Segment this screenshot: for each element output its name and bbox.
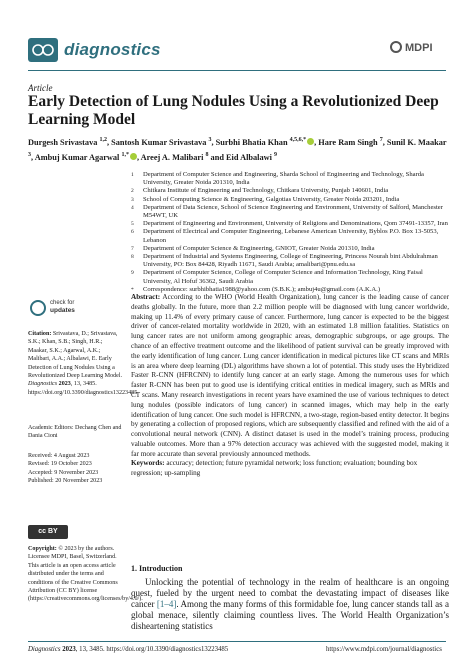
publisher-name: MDPI (405, 42, 433, 54)
affiliation-item (131, 245, 449, 253)
orcid-icon[interactable] (307, 138, 314, 145)
copyright-block (28, 545, 143, 604)
author-affil-marker: 9 (273, 151, 277, 158)
check-for-updates-icon[interactable] (30, 300, 46, 316)
affiliation-text: Department of Industrial and Systems Engineering, College of Engineering, Princess Nourah bint Abdulrahman University, PO: Box 84428, Riyadh 11671, Saudi Arabia; amalibari@pnu.edu.sa (143, 253, 438, 269)
history-dates (28, 452, 123, 486)
affiliation-number: 1 (131, 172, 134, 178)
affiliation-item (131, 204, 449, 220)
author-affil-marker: 3 (28, 151, 31, 158)
author-name[interactable]: Ambuj Kumar Agarwal (34, 152, 122, 162)
updates-line1: check for (50, 300, 75, 306)
affiliation-text: Department of Computer Science & Engineering, GNIOT, Greater Noida 201310, India (143, 244, 375, 252)
author-affil-marker: 1,* (121, 151, 129, 158)
accepted-date: Accepted: 9 November 2023 (28, 469, 99, 476)
affiliation-item (131, 269, 449, 285)
citation-label: Citation: (28, 331, 52, 337)
abstract-text: According to the WHO (World Health Organization), lung cancer is the leading cause of cancer deaths globally. In the future, more than 2.2 million people will be diagnosed with lung cancer worldwide, making up 11.4% of every primary cause of cancer. Furthermore, lung cancer is expected to be the biggest driver of cancer-related mortality worldwide in 2020, with an estimated 1.8 million fatalities. Statistics on lung cancer rates are not uniform among geographic areas, demographic subgroups, or age groups. The chance of an effective treatment outcome and the likelihood of patient survival can be greatly improved with the early identification of lung cancer. Lung cancer identification in medical pictures like CT scans and MRIs is an area where deep learning (DL) algorithms have shown a lot of potential. This study uses the Hybridized Faster R-CNN (HFRCNN) to identify lung cancer at an early stage. Among the numerous uses for which faster R-CNN has been put to good use is identifying critical entities in medical imagery, such as MRIs and CT scans. Many research investigations in recent years have examined the use of various techniques to detect lung nodules (possible indicators of lung cancer) in scanned images, which may help in the early identification of lung cancer. One such model is HFRCNN, a two-stage, region-based entity detector. It begins by generating a collection of proposed regions, which are subsequently classified and refined with the aid of a convolutional neural network (CNN). A distinct dataset is used in the model’s training process, producing valuable outcomes. More than a 97% detection accuracy was achieved with the suggested model, making it far more accurate than several previously announced methods. (131, 293, 449, 458)
section-heading-introduction: 1. Introduction (131, 564, 183, 573)
revised-date: Revised: 19 October 2023 (28, 461, 92, 468)
keywords-label: Keywords: (131, 459, 165, 467)
citation-year: 2023 (58, 381, 71, 388)
paper-title: Early Detection of Lung Nodules Using a Revolutionized Deep Learning Model (28, 93, 439, 128)
affiliation-text: Correspondence: surbhibhatia1988@yahoo.com (S.B.K.); ambuj4u@gmail.com (A.K.A.) (143, 285, 381, 293)
intro-text-part: Unlocking the potential of technology in the realm of healthcare is an ongoing quest, fueled by the urgent need to combat the devastating impact of diseases like cancer (131, 577, 449, 609)
footer-doi[interactable]: , 13, 3485. https://doi.org/10.3390/diagnostics13223485 (75, 646, 229, 653)
author-name[interactable]: Sunil K. Maakar (386, 137, 447, 147)
article-type: Article (28, 83, 53, 93)
affiliations (131, 171, 449, 294)
cc-by-badge[interactable]: cc BY (28, 525, 68, 539)
affiliation-text: Department of Computer Science, College of Computer Science and Information Technology, King Faisal University, Al Hofuf 36362, Saudi Arabia (143, 269, 423, 285)
mdpi-logo-icon (390, 41, 402, 53)
author-name[interactable]: Surbhi Bhatia Khan (215, 137, 290, 147)
affiliation-number: 4 (131, 204, 134, 211)
affiliation-text: Department of Computer Science and Engineering, Sharda School of Engineering and Technology, Sharda University, Greater Noida 201310, India (143, 171, 424, 187)
author-name[interactable]: Santosh Kumar Srivastava (111, 137, 209, 147)
journal-name: diagnostics (64, 40, 161, 59)
author-affil-marker: 1,2 (99, 137, 107, 143)
affiliation-text: Department of Engineering and Environment, University of Religions and Denominations, Qom 37491-13357, Iran (143, 220, 448, 228)
check-for-updates[interactable] (50, 300, 75, 315)
keywords (131, 459, 449, 479)
received-date: Received: 4 August 2023 (28, 453, 90, 459)
author-name[interactable]: Durgesh Srivastava (28, 137, 100, 147)
abstract (131, 293, 449, 460)
affiliation-number: 3 (131, 196, 134, 203)
citation-doi[interactable]: , 13, 3485. https://doi.org/10.3390/diagnostics13223485 (28, 381, 138, 396)
affiliation-item (131, 220, 449, 228)
affiliation-text: Chitkara Institute of Engineering and Technology, Chitkara University, Punjab 140601, India (143, 187, 389, 195)
introduction-text (131, 577, 449, 632)
affiliation-item (131, 187, 449, 195)
footer-rule (28, 641, 446, 642)
abstract-label: Abstract: (131, 293, 161, 301)
author-affil-marker: 3 (208, 137, 212, 143)
copyright-text: © 2023 by the authors. Licensee MDPI, Basel, Switzerland. This article is an open access article distributed under the terms and conditions of the Creative Commons Attribution (CC BY) license (https://creativecommons.org/licenses/by/4.0/). (28, 546, 143, 603)
author-affil-marker: 4,5,6,* (289, 137, 307, 143)
author-affil-marker: 8 (205, 151, 209, 158)
affiliation-item (131, 196, 449, 204)
citation-link[interactable]: [1–4] (156, 599, 177, 609)
affiliation-number: 9 (131, 270, 134, 277)
affiliation-text: Department of Electrical and Computer Engineering, Lebanese American University, Byblos P.O. Box 13-5053, Lebanon (143, 228, 439, 244)
academic-editors: Academic Editors: Dechang Chen and Dania Cioni (28, 425, 122, 440)
affiliation-number: 8 (131, 254, 134, 261)
published-date: Published: 20 November 2023 (28, 478, 103, 485)
affiliation-number: * (131, 286, 134, 293)
affiliation-number: 7 (131, 245, 134, 252)
orcid-icon[interactable] (130, 153, 137, 160)
citation-text: Srivastava, D.; Srivastava, S.K.; Khan, S.B.; Singh, H.R.; Maakar, S.K.; Agarwal, A.K.; Malibari, A.A.; Albalawi, E. Early Detection of Lung Nodules Using a Revolutionized Deep Learning Model. (28, 331, 123, 380)
footer-journal-url[interactable]: https://www.mdpi.com/journal/diagnostics (326, 646, 442, 653)
affiliation-text: Department of Data Science, School of Science Engineering and Environment, University of Salford, Manchester M54WT, UK (143, 203, 443, 220)
footer-journal: Diagnostics (28, 646, 61, 653)
affiliation-item (131, 171, 449, 187)
author-name[interactable]: Areej A. Malibari (140, 152, 206, 162)
intro-text-part: . Among the many forms of this formidable foe, lung cancer stands tall as a global menace, silently claiming countless lives. The World Health Organization’s disheartening statistics (131, 599, 449, 631)
copyright-label: Copyright: (28, 546, 57, 552)
author-affil-marker: 7 (379, 137, 383, 143)
footer-citation (28, 646, 228, 653)
journal-logo (28, 38, 58, 62)
updates-line2: updates (50, 307, 75, 314)
header-rule (28, 70, 446, 71)
affiliation-item (131, 253, 449, 269)
affiliation-item (131, 228, 449, 244)
citation-journal: Diagnostics (28, 381, 58, 388)
affiliation-number: 6 (131, 229, 134, 236)
affiliation-number: 5 (131, 221, 134, 228)
author-list: Durgesh Srivastava $^{1,2}$, Santosh Kumar Srivastava $^3$, Surbhi Bhatia Khan $^{4,5,6,*}$ , Hare Ram Singh $^7$, Sunil K. Maakar $^3$, Ambuj Kumar Agarwal $^{1,*}$ , Areej A. Malibari $^8$ and Eid Albalawi $^9$ (28, 137, 447, 162)
footer-year: 2023 (62, 646, 76, 653)
citation-block (28, 330, 138, 397)
author-name[interactable]: Hare Ram Singh (318, 137, 380, 147)
keywords-text: accuracy; detection; future pyramidal network; loss function; evaluation; bounding box regression; up-sampling (131, 459, 418, 477)
affiliation-number: 2 (131, 188, 134, 195)
author-name[interactable]: Eid Albalawi (226, 152, 274, 162)
affiliation-text: School of Computing Science & Engineering, Galgotias University, Greater Noida 203201, India (143, 195, 400, 203)
